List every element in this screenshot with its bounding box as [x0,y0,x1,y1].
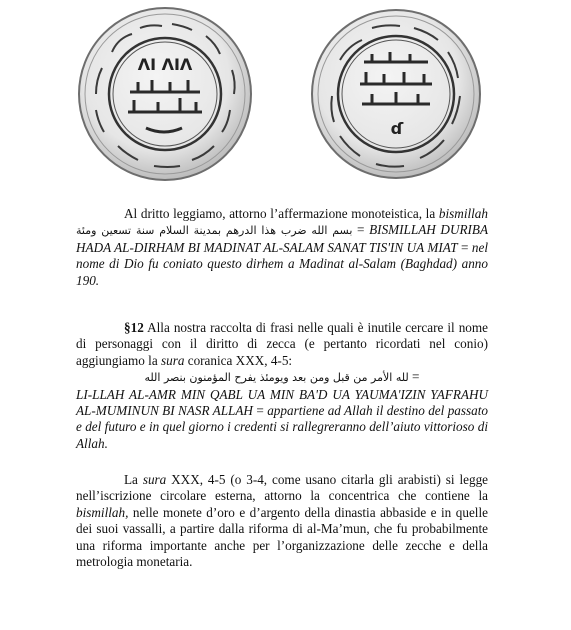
translation: appartiene ad Allah il destino del passato e del futuro e in quel giorno i credenti si rallegreranno dell’aiuto vittorioso di Allah. [76,403,489,451]
reverse-mark: ɗ [390,119,404,138]
sura-word: sura [160,352,185,368]
coin-obverse [79,8,251,180]
equals-sign: = [357,222,365,238]
paragraph-obverse [76,206,488,289]
section-number: §12 [124,320,144,335]
coin-reverse [312,10,480,178]
arabic-inscription: بسم الله ضرب هذا الدرهم بمدينة السلام سنة تسعين ومئة [76,224,353,238]
sura-word: sura [142,472,167,487]
body-text: XXX, 4-5 (o 3-4, come usano citarla gli arabisti) si legge nell’iscrizione circolare esterna, attorno la concentrica che contiene la [76,472,489,504]
equals-sign: = [461,239,469,255]
body-text-end: coranica XXX, 4-5: [187,352,293,368]
bismillah-word: bismillah [438,206,488,221]
coin-images [0,0,571,200]
arabic-quran-verse: لله الأمر من قبل ومن بعد ويومئذ يفرح المؤمنون بنصر الله [144,371,409,385]
transliteration: BISMILLAH DURIBA HADA AL-DIRHAM BI MADINAT AL-SALAM SANAT TIS'IN UA MIAT [76,222,489,255]
equals-sign: = [256,403,264,419]
paragraph-section-12 [76,320,488,452]
obverse-legend: ΛΙ ΛΙΛ [137,55,193,74]
translation: nel nome di Dio fu coniato questo dirhem a Madinat al-Salam (Baghdad) anno 190. [76,239,489,288]
lead-text: Al dritto leggiamo, attorno l’affermazione monoteistica, la [124,206,436,221]
transliteration: LI-LLAH AL-AMR MIN QABL UA MIN BA'D UA YAUMA'IZIN YAFRAHU AL-MUMINUN BI NASR ALLAH [76,386,488,419]
body-text-end: nelle monete d’oro e d’argento della dinastia abbaside e in quelle dei suoi vassalli, a partire dalla riforma di al-Ma’mun, che fu probabilmente una riforma importante anche per l’organizzazione delle zecche e della metrologia monetaria. [76,504,488,570]
paragraph-sura-inscription [76,472,488,570]
lead-text: La [124,472,138,487]
equals-sign: = [412,369,420,385]
bismillah-word: bismillah, [76,504,129,520]
body-text: Alla nostra raccolta di frasi nelle quali è inutile cercare il nome di personaggi con il diritto di zecca (e pertanto ricordati nel conio) aggiungiamo la [76,320,488,368]
